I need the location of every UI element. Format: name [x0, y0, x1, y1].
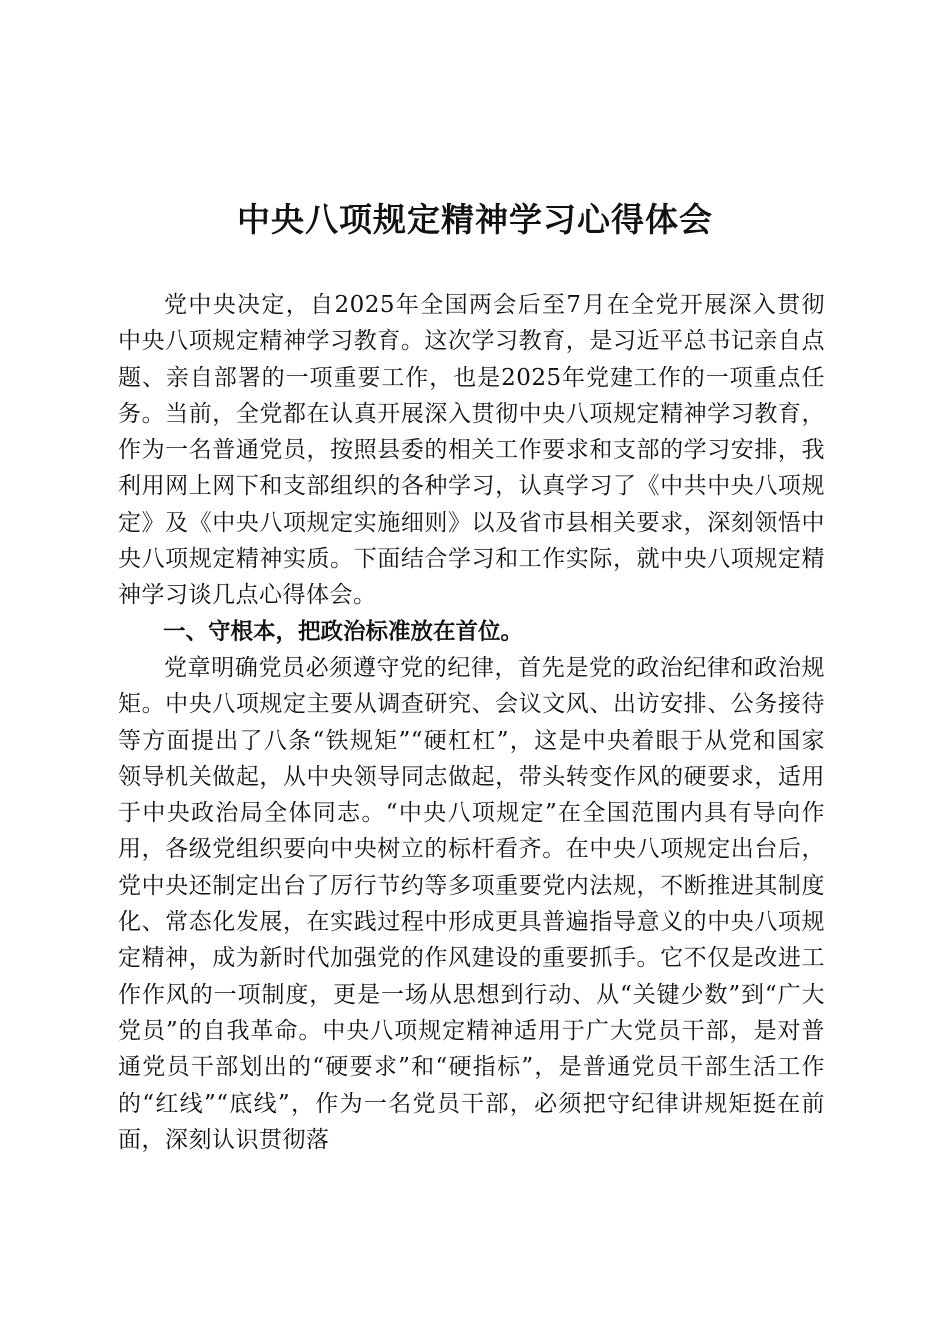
section-heading-1: 一、守根本，把政治标准放在首位。: [163, 618, 524, 645]
section-1-paragraph: 党章明确党员必须遵守党的纪律，首先是党的政治纪律和政治规矩。中央八项规定主要从调查研究、会议文风、出访安排、公务接待等方面提出了八条“铁规矩”“硬杠杠”，这是中央着眼于从党和国家领导机关做起，从中央领导同志做起，带头转变作风的硬要求，适用于中央政治局全体同志。“中央八项规定”在全国范围内具有导向作用，各级党组织要向中央树立的标杆看齐。在中央八项规定出台后，党中央还制定出台了厉行节约等多项重要党内法规，不断推进其制度化、常态化发展，在实践过程中形成更具普遍指导意义的中央八项规定精神，成为新时代加强党的作风建设的重要抓手。它不仅是改进工作作风的一项制度，更是一场从思想到行动、从“关键少数”到“广大党员”的自我革命。中央八项规定精神适用于广大党员干部，是对普通党员干部划出的“硬要求”和“硬指标”，是普通党员干部生活工作的“红线”“底线”，作为一名党员干部，必须把守纪律讲规矩挺在前面，深刻认识贯彻落: [118, 654, 825, 1153]
document-title: 中央八项规定精神学习心得体会: [237, 200, 713, 239]
intro-paragraph: 党中央决定，自2025年全国两会后至7月在全党开展深入贯彻中央八项规定精神学习教育。这次学习教育，是习近平总书记亲自点题、亲自部署的一项重要工作，也是2025年党建工作的一项重点任务。当前，全党都在认真开展深入贯彻中央八项规定精神学习教育，作为一名普通党员，按照县委的相关工作要求和支部的学习安排，我利用网上网下和支部组织的各种学习，认真学习了《中共中央八项规定》及《中央八项规定实施细则》以及省市县相关要求，深刻领悟中央八项规定精神实质。下面结合学习和工作实际，就中央八项规定精神学习谈几点心得体会。: [118, 292, 825, 609]
document-body: [118, 287, 825, 1158]
